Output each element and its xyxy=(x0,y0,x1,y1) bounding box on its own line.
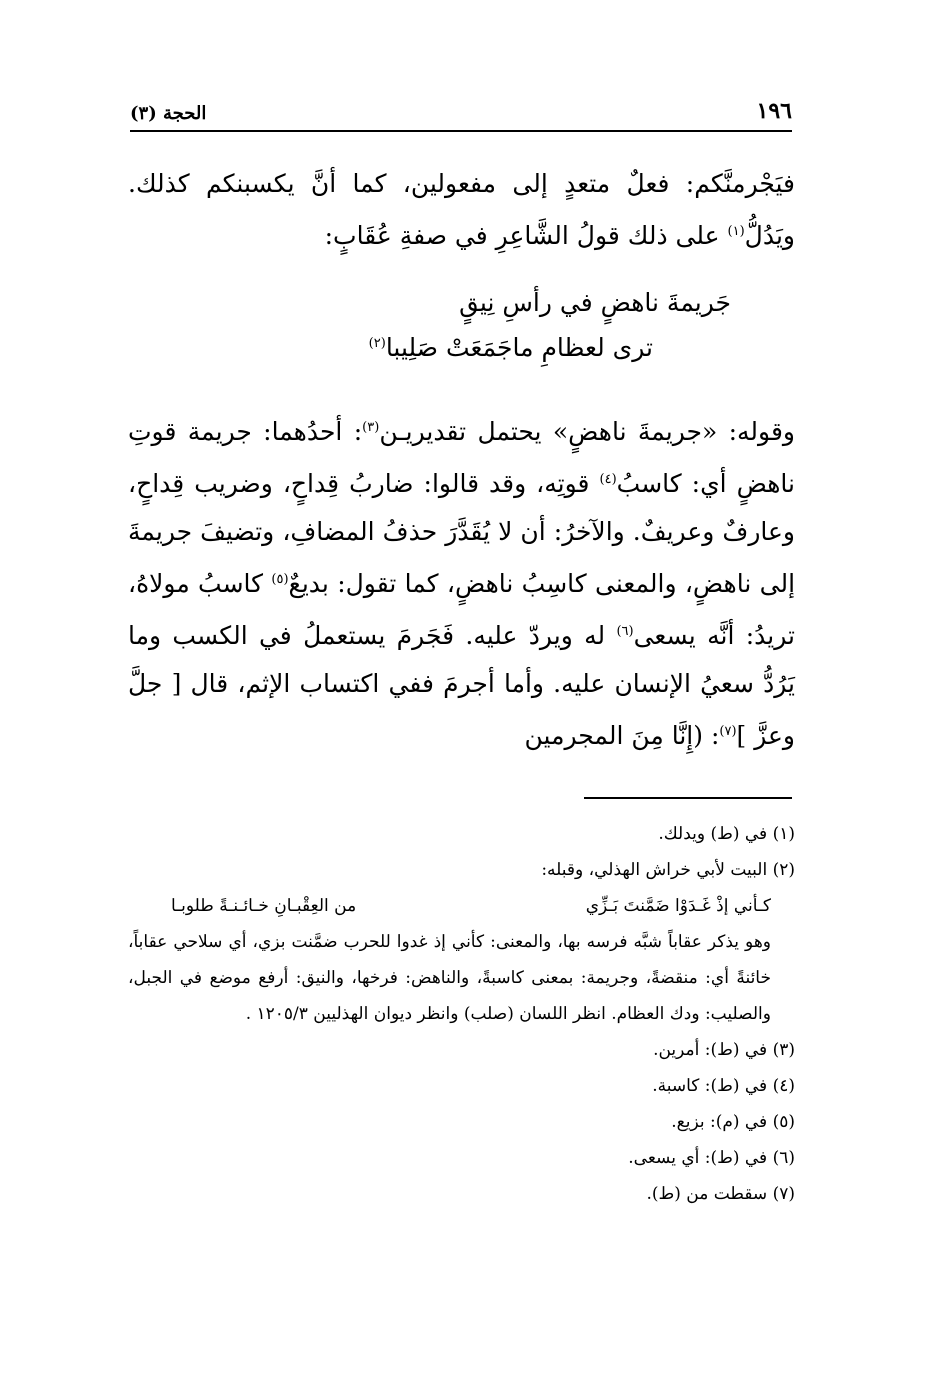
footnote-ref-1: (١) xyxy=(727,224,745,239)
footnote-4: (٤) في (ط): كاسبة. xyxy=(652,1076,795,1096)
footnote-7: (٧) سقطت من (ط). xyxy=(646,1184,795,1204)
footnote-6: (٦) في (ط): أي يسعى. xyxy=(628,1148,795,1168)
footnote-ref-2: (٢) xyxy=(368,336,386,351)
footnote-ref-7: (٧) xyxy=(719,724,737,739)
footnotes xyxy=(128,816,795,1212)
footnote-5: (٥) في (م): بزيع. xyxy=(671,1112,795,1132)
paragraph-intro xyxy=(128,160,795,260)
paragraph-intro-text: فيَجْرمنَّكم: فعلٌ متعدٍ إلى مفعولين، كما أنَّ يكسبنكم كذلك. ويَدُلُّ xyxy=(128,169,795,250)
verse-line-2 xyxy=(369,333,653,362)
footnote-3: (٣) في (ط): أمرين. xyxy=(653,1040,795,1060)
footnote-2-poem-second-hemistich: من العِقْبـانِ خـائـنـةً طلوبـا xyxy=(171,896,357,916)
commentary-text-6: : (إِنَّا مِنَ المجرمين xyxy=(524,721,720,750)
commentary-text-5: له ويردّ عليه. فَجَرمَ يستعملُ في الكسب وما يَرُدُّ سعيُ الإنسان عليه. وأما أجرمَ ففي اكتساب الإثم، قال [ جلَّ وعزَّ ] xyxy=(128,621,795,750)
commentary-text-2: : أحدُهما: جريمة قوتِ ناهضٍ أي: كاسبُ xyxy=(128,417,796,498)
paragraph-commentary xyxy=(128,404,795,760)
paragraph-intro-text-cont: على ذلك قولُ الشَّاعِرِ في صفةِ عُقَابٍ: xyxy=(324,221,728,250)
footnote-2-poem-first-hemistich: كـأني إذْ غَـدَوْا ضَمَّنتَ بَـزِّي xyxy=(585,896,771,916)
page-number: ١٩٦ xyxy=(756,98,792,124)
book-title: الحجة (٣) xyxy=(130,103,207,124)
verse-line-1: جَريمةَ ناهضٍ في رأسِ نِيقٍ xyxy=(459,288,731,317)
commentary-text-1: وقوله: «جريمةَ ناهضٍ» يحتمل تقديريـن xyxy=(379,417,795,446)
footnote-ref-6: (٦) xyxy=(616,624,634,639)
verse-line-2-text: ترى لعظامِ ماجَمَعَتْ صَلِيبا xyxy=(385,333,653,362)
footnote-ref-5: (٥) xyxy=(271,572,289,587)
footnote-1: (١) في (ط) ويدلك. xyxy=(658,824,795,844)
commentary-text-3: قوتِه، وقد قالوا: ضاربُ قِداحٍ، وضريب قِداحٍ، وعارفٌ وعريفٌ. والآخرُ: أن لا يُقَدَّرَ حذفُ المضافِ، وتضيفَ جريمةَ إلى ناهضٍ، والمعنى كاسِبُ ناهضٍ، كما تقول: بديعٌ xyxy=(128,469,796,598)
footnote-ref-4: (٤) xyxy=(599,472,617,487)
footnote-ref-3: (٣) xyxy=(362,420,380,435)
footnote-2-explanation: وهو يذكر عقاباً شبَّه فرسه بها، والمعنى: كأني إذ غدوا للحرب ضمَّنت بزي، أي سلاحي عقاباً، خائنةً أي: منقضةً، وجريمة: بمعنى كاسبةً، والناهض: فرخها، والنيق: أرفع موضع في الجبل، والصليب: ودك العظام. انظر اللسان (صلب) وانظر ديوان الهذليين ١٢٠٥/٣ . xyxy=(128,932,771,1024)
footnote-2-poem xyxy=(171,888,795,924)
commentary-text-4: كاسبُ مولاهُ، تريدُ: أنَّه يسعى xyxy=(128,569,795,650)
footnote-2: (٢) البيت لأبي خراش الهذلي، وقبله: xyxy=(541,860,795,880)
running-header xyxy=(130,92,792,132)
footnote-separator xyxy=(584,797,792,799)
